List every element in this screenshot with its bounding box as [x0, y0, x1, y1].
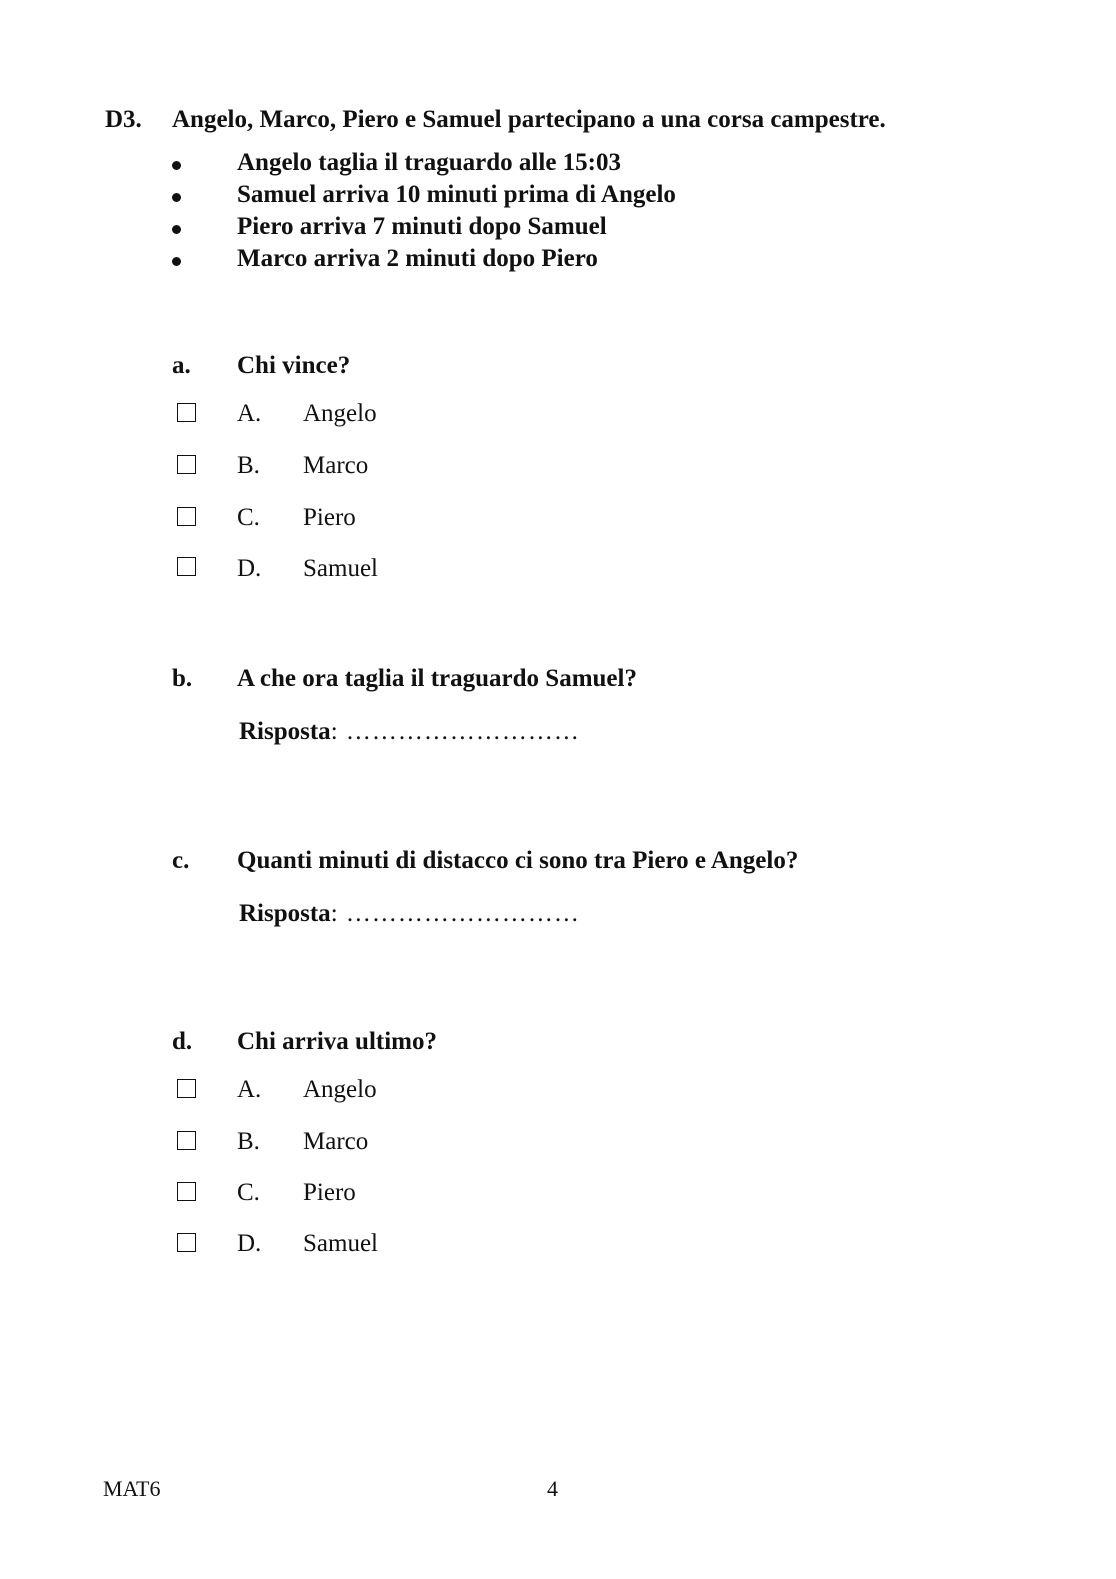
- question-statement: Angelo, Marco, Piero e Samuel partecipano a una corsa campestre.: [172, 106, 886, 133]
- fact-1: Angelo taglia il traguardo alle 15:03: [237, 149, 621, 176]
- page-number: 4: [547, 1476, 558, 1501]
- part-d-option-b-checkbox[interactable]: [177, 1131, 196, 1150]
- part-c-answer-field[interactable]: : ………………………: [330, 900, 580, 927]
- part-a-option-d-checkbox[interactable]: [177, 557, 196, 576]
- part-a-option-a-letter: A.: [237, 400, 262, 427]
- part-a-option-b-letter: B.: [237, 452, 260, 479]
- part-d-option-b-letter: B.: [237, 1128, 260, 1155]
- part-d-option-a-checkbox[interactable]: [177, 1079, 196, 1098]
- part-d-option-c-checkbox[interactable]: [177, 1182, 196, 1201]
- part-a-option-d-text: Samuel: [303, 555, 378, 582]
- part-d-option-a-letter: A.: [237, 1076, 262, 1103]
- question-number: D3.: [105, 106, 142, 133]
- fact-3: Piero arriva 7 minuti dopo Samuel: [237, 213, 607, 240]
- part-a-option-d-letter: D.: [237, 555, 262, 582]
- part-a-option-a-text: Angelo: [303, 400, 377, 427]
- part-d-option-a-text: Angelo: [303, 1076, 377, 1103]
- part-a-option-a-checkbox[interactable]: [177, 403, 196, 422]
- part-a-label: a.: [172, 352, 191, 379]
- fact-4: Marco arriva 2 minuti dopo Piero: [237, 245, 598, 272]
- part-a-option-c-checkbox[interactable]: [177, 507, 196, 526]
- part-d-label: d.: [172, 1028, 193, 1055]
- part-d-option-c-letter: C.: [237, 1179, 260, 1206]
- part-b-answer-field[interactable]: : ………………………: [330, 718, 580, 745]
- bullet-dot: [172, 193, 181, 202]
- bullet-dot: [172, 225, 181, 234]
- part-a-option-b-text: Marco: [303, 452, 369, 479]
- part-c-label: c.: [172, 847, 190, 874]
- part-c-answer-label: Risposta: [239, 900, 331, 927]
- bullet-dot: [172, 161, 181, 170]
- part-c-answer: [239, 900, 580, 928]
- part-b-answer-label: Risposta: [239, 718, 331, 745]
- part-a-option-c-letter: C.: [237, 504, 260, 531]
- part-d-option-c-text: Piero: [303, 1179, 356, 1206]
- part-c-question: Quanti minuti di distacco ci sono tra Piero e Angelo?: [237, 847, 799, 874]
- part-d-question: Chi arriva ultimo?: [237, 1028, 437, 1055]
- part-b-label: b.: [172, 665, 193, 692]
- part-b-question: A che ora taglia il traguardo Samuel?: [237, 665, 637, 692]
- part-a-option-c-text: Piero: [303, 504, 356, 531]
- bullet-dot: [172, 257, 181, 266]
- part-a-question: Chi vince?: [237, 352, 351, 379]
- part-d-option-d-text: Samuel: [303, 1230, 378, 1257]
- fact-2: Samuel arriva 10 minuti prima di Angelo: [237, 181, 676, 208]
- part-a-option-b-checkbox[interactable]: [177, 455, 196, 474]
- part-d-option-b-text: Marco: [303, 1128, 369, 1155]
- footer-code: MAT6: [103, 1476, 161, 1501]
- part-d-option-d-letter: D.: [237, 1230, 262, 1257]
- part-d-option-d-checkbox[interactable]: [177, 1233, 196, 1252]
- part-b-answer: [239, 718, 580, 746]
